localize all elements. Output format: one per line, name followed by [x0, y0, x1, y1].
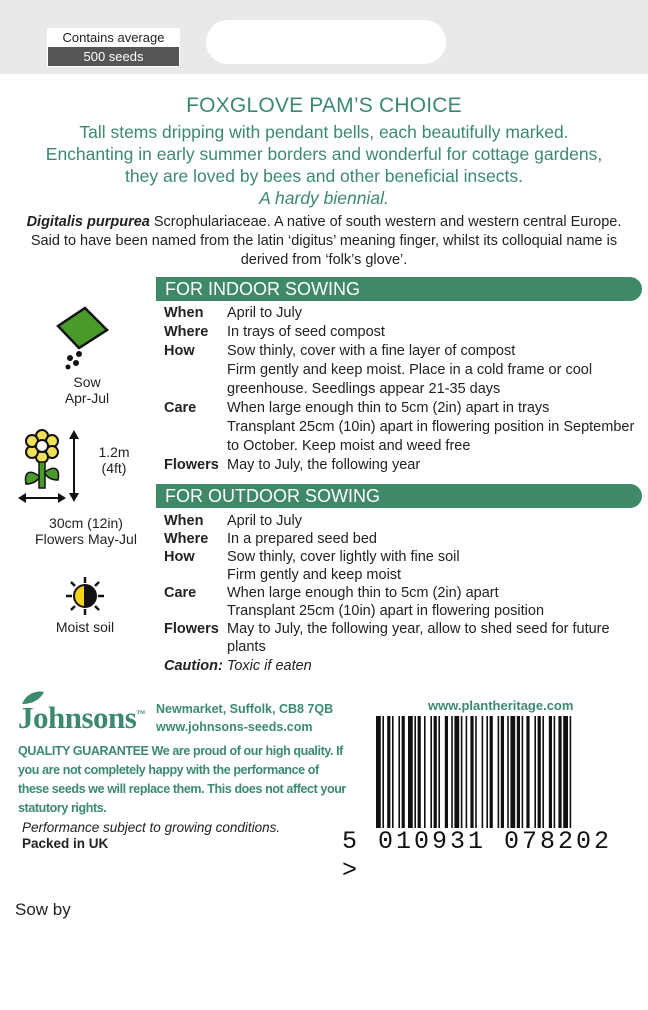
barcode-bar [451, 716, 453, 828]
barcode-bar [424, 716, 426, 828]
indoor-row-how [164, 342, 644, 361]
row-value: May to July, the following year, allow to shed seed for future plants [227, 621, 610, 655]
indoor-row-where [164, 323, 644, 342]
barcode-bar [387, 716, 390, 828]
indoor-row-when [164, 304, 644, 323]
barcode-bar [461, 716, 463, 828]
half-sun-icon [64, 575, 106, 622]
barcode-bar [486, 716, 488, 828]
barcode-bar [434, 716, 437, 828]
sow-period: Apr-Jul [64, 390, 110, 406]
row-key [164, 602, 227, 620]
sow-label [52, 374, 122, 406]
height-ft: (4ft) [101, 460, 127, 476]
soil-label: Moist soil [55, 619, 115, 635]
company-website[interactable]: www.johnsons-seeds.com [156, 720, 313, 734]
indoor-row-how-cont [164, 361, 644, 399]
row-key [164, 566, 227, 584]
barcode-bar [392, 716, 394, 828]
sow-text: Sow [73, 374, 101, 390]
row-key: Where [164, 531, 209, 547]
barcode-bar [490, 716, 493, 828]
barcode-bar [482, 716, 484, 828]
botanical-description [18, 213, 630, 270]
performance-note: Performance subject to growing conditions. [22, 820, 281, 835]
brand-tm: ™ [136, 708, 145, 719]
sow-seed-packet-icon [55, 306, 111, 375]
row-key [164, 361, 227, 399]
address-line: Newmarket, Suffolk, CB8 7QB [156, 702, 334, 716]
row-value: Transplant 25cm (10in) apart in flowering position [227, 603, 545, 619]
barcode-bar [376, 716, 381, 828]
barcode-bar [454, 716, 459, 828]
barcode-bar [402, 716, 405, 828]
caution-text: Toxic if eaten [222, 658, 312, 674]
barcode-bar [554, 716, 556, 828]
indoor-heading: FOR INDOOR SOWING [156, 277, 642, 301]
row-key: How [164, 343, 195, 359]
row-value: When large enough thin to 5cm (2in) apart in trays [227, 400, 550, 416]
intro-text [40, 121, 608, 209]
row-value: In a prepared seed bed [227, 531, 377, 547]
barcode-bar [408, 716, 413, 828]
row-value: Transplant 25cm (10in) apart in flowering position in September to October. Keep moist and weed free [227, 419, 635, 454]
height-label [92, 444, 136, 476]
row-value: When large enough thin to 5cm (2in) apart [227, 585, 499, 601]
caution-label: Caution: [164, 658, 223, 674]
product-title: FOXGLOVE PAM’S CHOICE [186, 94, 462, 117]
brand-name: Johnsons [18, 700, 137, 735]
row-key: Flowers [164, 621, 219, 637]
seed-count-line2: 500 seeds [48, 47, 179, 66]
outdoor-row-when [164, 512, 644, 530]
barcode-bar [430, 716, 432, 828]
row-value: April to July [227, 513, 302, 529]
height-value: 1.2m [98, 444, 130, 460]
row-key: Where [164, 324, 209, 340]
barcode-bar [563, 716, 568, 828]
row-value: In trays of seed compost [227, 324, 385, 340]
outdoor-row-where [164, 530, 644, 548]
barcode-bar [470, 716, 473, 828]
row-key: When [164, 513, 204, 529]
packed-in: Packed in UK [22, 836, 109, 851]
seed-count-box [47, 28, 180, 67]
caution-note [164, 658, 312, 674]
barcode-bar [414, 716, 416, 828]
row-value: Firm gently and keep moist. Place in a cold frame or cool greenhouse. Seedlings appear 21-35 days [227, 362, 593, 397]
outdoor-rows [164, 512, 644, 656]
barcode-bar [507, 716, 509, 828]
outdoor-row-care-cont [164, 602, 644, 620]
barcode-digits: 5 010931 078202 > [342, 827, 613, 885]
barcode-bar [510, 716, 515, 828]
barcode-bar [570, 716, 572, 828]
row-value: May to July, the following year [227, 457, 421, 473]
company-address [156, 700, 333, 736]
quality-guarantee: QUALITY GUARANTEE We are proud of our high quality. If you are not completely happy with the performance of these seeds we will replace them. This does not affect your statutory rights. [18, 744, 346, 815]
johnsons-logo [18, 700, 145, 736]
barcode-bar [501, 716, 504, 828]
outdoor-heading: FOR OUTDOOR SOWING [156, 484, 642, 508]
indoor-row-care [164, 399, 644, 418]
row-key [164, 418, 227, 456]
spread-value: 30cm (12in) [49, 515, 123, 531]
row-value: Sow thinly, cover with a fine layer of compost [227, 343, 516, 359]
outdoor-row-flowers [164, 620, 644, 656]
row-key: When [164, 305, 204, 321]
indoor-row-flowers [164, 456, 644, 475]
indoor-row-care-cont [164, 418, 644, 456]
barcode-bar [475, 716, 477, 828]
flowers-period: Flowers May-Jul [35, 531, 137, 547]
outdoor-row-care [164, 584, 644, 602]
row-key: How [164, 549, 195, 565]
description-text: Scrophulariaceae. A native of south western and western central Europe. Said to have been named from the latin ‘digitus’ meaning finger, whilst its colloquial name is derived from ‘folk’s glove’. [30, 214, 622, 268]
barcode-bar [549, 716, 552, 828]
row-value: Firm gently and keep moist [227, 567, 402, 583]
intro-note: A hardy biennial. [259, 188, 389, 208]
barcode [374, 716, 636, 830]
intro-description: Tall stems dripping with pendant bells, each beautifully marked. Enchanting in early summer borders and wonderful for cottage gardens, they are loved by bees and other beneficial insects. [45, 122, 603, 186]
sow-by-label: Sow by [15, 900, 71, 919]
barcode-bar [558, 716, 561, 828]
plant-heritage-website[interactable]: www.plantheritage.com [428, 698, 574, 713]
row-value: April to July [227, 305, 302, 321]
latin-name: Digitalis purpurea [26, 214, 150, 230]
hang-hole [206, 20, 446, 64]
barcode-bar [522, 716, 524, 828]
spread-label [22, 515, 150, 547]
barcode-bar [538, 716, 541, 828]
barcode-bar [382, 716, 384, 828]
barcode-bar [418, 716, 421, 828]
row-key: Care [164, 585, 197, 601]
barcode-bar [445, 716, 448, 828]
barcode-bar [498, 716, 500, 828]
outdoor-row-how-cont [164, 566, 644, 584]
outdoor-row-how [164, 548, 644, 566]
barcode-bar [466, 716, 468, 828]
barcode-bar [398, 716, 400, 828]
row-key: Care [164, 400, 197, 416]
barcode-bar [542, 716, 544, 828]
barcode-bar [534, 716, 536, 828]
flower-height-icon [14, 428, 84, 513]
barcode-bar [526, 716, 529, 828]
row-value: Sow thinly, cover lightly with fine soil [227, 549, 460, 565]
barcode-bar [438, 716, 440, 828]
indoor-rows [164, 304, 644, 475]
barcode-bar [517, 716, 520, 828]
seed-count-line1: Contains average [48, 29, 179, 47]
row-key: Flowers [164, 457, 219, 473]
